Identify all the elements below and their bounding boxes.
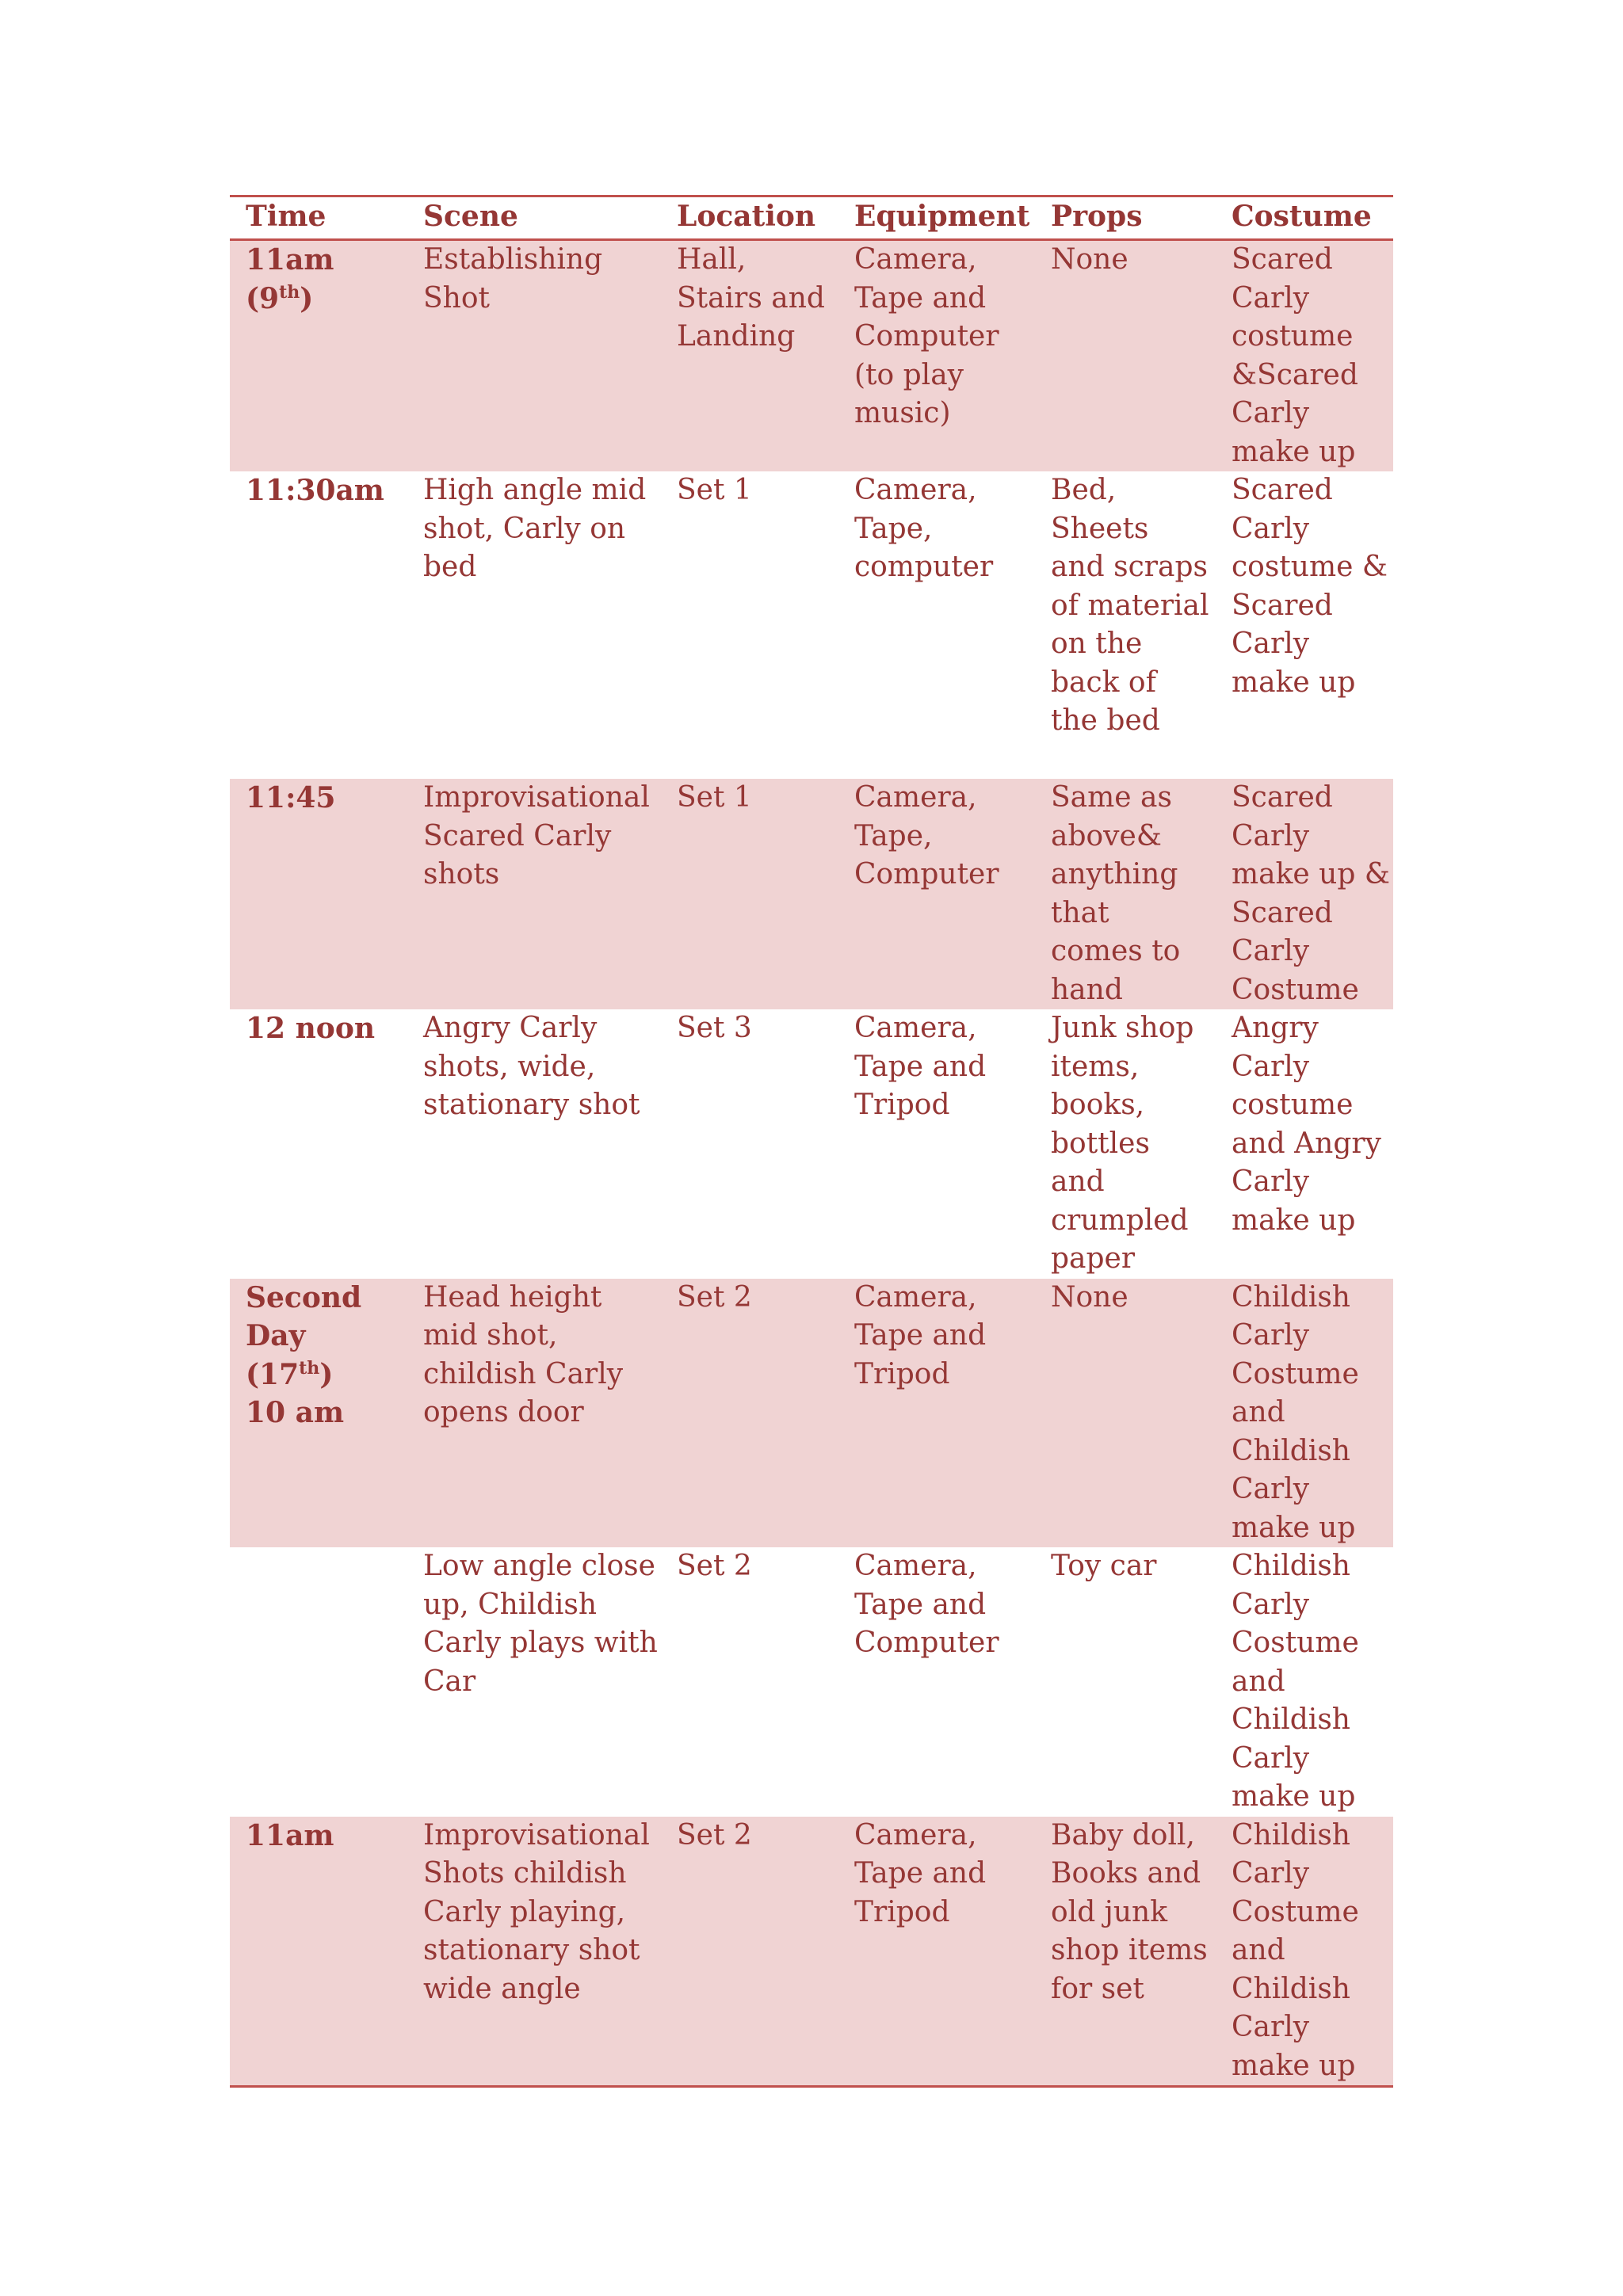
- time-date-suffix: th: [279, 281, 300, 303]
- equipment-cell: Camera, Tape, computer: [838, 471, 1035, 779]
- time-date-suffix: th: [299, 1357, 320, 1379]
- costume-cell: Childish Carly Costume and Childish Carly make up: [1216, 1547, 1393, 1817]
- props-cell: Baby doll, Books and old junk shop items for set: [1035, 1817, 1216, 2087]
- header-location: Location: [661, 196, 838, 240]
- time-cell: 11:45: [230, 779, 407, 1009]
- table-row: [230, 471, 1393, 779]
- props-cell: Toy car: [1035, 1547, 1216, 1817]
- scene-cell: Improvisational Shots childish Carly playing, stationary shot wide angle: [407, 1817, 661, 2087]
- time-cell: 12 noon: [230, 1009, 407, 1279]
- location-cell: Set 3: [661, 1009, 838, 1279]
- location-cell: Hall, Stairs and Landing: [661, 240, 838, 472]
- time-date: (17: [246, 1357, 300, 1391]
- equipment-cell: Camera, Tape and Computer: [838, 1547, 1035, 1817]
- scene-cell: Improvisational Scared Carly shots: [407, 779, 661, 1009]
- equipment-cell: Camera, Tape and Tripod: [838, 1817, 1035, 2087]
- scene-cell: Angry Carly shots, wide, stationary shot: [407, 1009, 661, 1279]
- time-cell: 11am: [230, 1817, 407, 2087]
- header-scene: Scene: [407, 196, 661, 240]
- time-date-close: ): [319, 1357, 334, 1391]
- scene-cell: Low angle close up, Childish Carly plays with Car: [407, 1547, 661, 1817]
- props-cell: Bed, Sheets and scraps of material on the back of the bed: [1035, 471, 1216, 779]
- costume-cell: Childish Carly Costume and Childish Carly make up: [1216, 1817, 1393, 2087]
- table-row: [230, 1547, 1393, 1817]
- equipment-cell: Camera, Tape and Tripod: [838, 1009, 1035, 1279]
- time-cell: [230, 1279, 407, 1548]
- table-row: [230, 1817, 1393, 2087]
- equipment-cell: Camera, Tape and Tripod: [838, 1279, 1035, 1548]
- header-costume: Costume: [1216, 196, 1393, 240]
- costume-cell: Scared Carly costume & Scared Carly make up: [1216, 471, 1393, 779]
- location-cell: Set 2: [661, 1547, 838, 1817]
- shooting-schedule-table: [230, 195, 1393, 2088]
- props-cell: None: [1035, 240, 1216, 472]
- header-row: [230, 196, 1393, 240]
- location-cell: Set 2: [661, 1817, 838, 2087]
- time-clock: 10 am: [246, 1396, 345, 1429]
- time-date-close: ): [300, 281, 314, 315]
- time-cell: [230, 1547, 407, 1817]
- time-cell: [230, 240, 407, 472]
- location-cell: Set 1: [661, 779, 838, 1009]
- costume-cell: Scared Carly make up & Scared Carly Costume: [1216, 779, 1393, 1009]
- location-cell: Set 2: [661, 1279, 838, 1548]
- props-cell: Same as above& anything that comes to hand: [1035, 779, 1216, 1009]
- time-value: Second Day: [246, 1280, 362, 1352]
- costume-cell: Angry Carly costume and Angry Carly make up: [1216, 1009, 1393, 1279]
- costume-cell: Scared Carly costume &Scared Carly make up: [1216, 240, 1393, 472]
- table-row: [230, 1279, 1393, 1548]
- time-cell: 11:30am: [230, 471, 407, 779]
- props-cell: Junk shop items, books, bottles and crumpled paper: [1035, 1009, 1216, 1279]
- equipment-cell: Camera, Tape, Computer: [838, 779, 1035, 1009]
- scene-cell: Establishing Shot: [407, 240, 661, 472]
- header-equipment: Equipment: [838, 196, 1035, 240]
- table-row: [230, 1009, 1393, 1279]
- props-cell: None: [1035, 1279, 1216, 1548]
- header-time: Time: [230, 196, 407, 240]
- time-value: 11am: [246, 243, 334, 277]
- table-row: [230, 240, 1393, 472]
- scene-cell: Head height mid shot, childish Carly opens door: [407, 1279, 661, 1548]
- scene-cell: High angle mid shot, Carly on bed: [407, 471, 661, 779]
- table-row: [230, 779, 1393, 1009]
- costume-cell: Childish Carly Costume and Childish Carly make up: [1216, 1279, 1393, 1548]
- header-props: Props: [1035, 196, 1216, 240]
- location-cell: Set 1: [661, 471, 838, 779]
- time-date: (9: [246, 281, 280, 315]
- equipment-cell: Camera, Tape and Computer (to play music): [838, 240, 1035, 472]
